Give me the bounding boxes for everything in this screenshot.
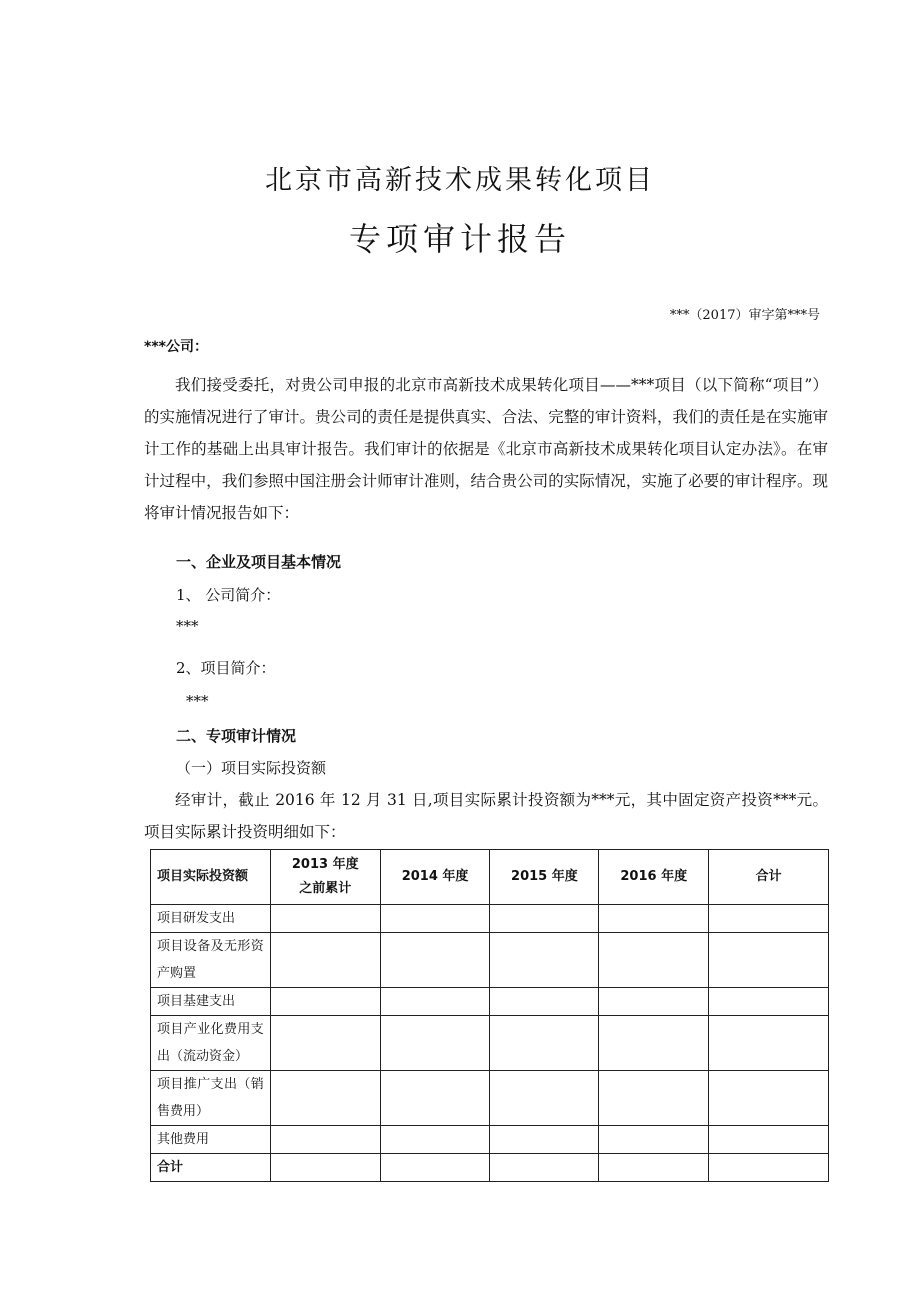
- table-header-row: [151, 850, 829, 905]
- header-2013-line2: 之前累计: [299, 881, 352, 896]
- header-2016: 2016 年度: [599, 850, 709, 905]
- table-cell: [380, 1126, 490, 1154]
- table-cell: [380, 1016, 490, 1071]
- table-cell: [270, 1126, 380, 1154]
- section1-heading: 一、企业及项目基本情况: [176, 553, 342, 571]
- row-label: 项目推广支出（销售费用）: [151, 1071, 271, 1126]
- table-row: [151, 1154, 829, 1182]
- report-title-line2: 专项审计报告: [348, 220, 571, 258]
- table-cell: [270, 1071, 380, 1126]
- table-cell: [709, 933, 829, 988]
- table-cell: [709, 1126, 829, 1154]
- table-cell: [490, 988, 599, 1016]
- table-cell: [380, 905, 490, 933]
- row-label: 项目研发支出: [151, 905, 271, 933]
- row-label-total: 合计: [151, 1154, 271, 1182]
- table-cell: [490, 933, 599, 988]
- row-label: 项目设备及无形资产购置: [151, 933, 271, 988]
- report-title-line1: 北京市高新技术成果转化项目: [265, 165, 655, 196]
- table-cell: [270, 933, 380, 988]
- investment-paragraph: 经审计，截止 2016 年 12 月 31 日,项目实际累计投资额为***元，其中固定资产投资***元。项目实际累计投资明细如下：: [144, 791, 828, 841]
- table-cell: [270, 1154, 380, 1182]
- table-cell: [599, 933, 709, 988]
- table-row: [151, 1071, 829, 1126]
- header-2014: 2014 年度: [380, 850, 490, 905]
- reference-number: ***（2017）审字第***号: [669, 308, 820, 323]
- table-cell: [490, 905, 599, 933]
- table-row: [151, 905, 829, 933]
- table-cell: [709, 905, 829, 933]
- header-2015: 2015 年度: [490, 850, 599, 905]
- table-cell: [599, 1016, 709, 1071]
- investment-table: [150, 849, 829, 1182]
- table-cell: [380, 1154, 490, 1182]
- table-row: [151, 988, 829, 1016]
- header-item: 项目实际投资额: [151, 850, 271, 905]
- table-cell: [270, 905, 380, 933]
- header-2013-line1: 2013 年度: [291, 857, 359, 872]
- table-cell: [270, 1016, 380, 1071]
- row-label: 项目产业化费用支出（流动资金）: [151, 1016, 271, 1071]
- project-intro-value: ***: [186, 692, 209, 710]
- project-intro-label: 2、项目简介：: [176, 659, 276, 677]
- table-cell: [599, 1154, 709, 1182]
- table-cell: [709, 1016, 829, 1071]
- row-label: 项目基建支出: [151, 988, 271, 1016]
- header-2013-cumulative: [270, 850, 380, 905]
- table-cell: [380, 988, 490, 1016]
- company-intro-label: 1、 公司简介：: [176, 586, 281, 604]
- table-cell: [709, 1154, 829, 1182]
- table-cell: [380, 1071, 490, 1126]
- table-cell: [599, 905, 709, 933]
- table-cell: [490, 1071, 599, 1126]
- table-cell: [490, 1154, 599, 1182]
- table-row: [151, 1126, 829, 1154]
- table-row: [151, 1016, 829, 1071]
- table-cell: [599, 1071, 709, 1126]
- table-cell: [709, 988, 829, 1016]
- table-cell: [380, 933, 490, 988]
- table-cell: [599, 988, 709, 1016]
- row-label: 其他费用: [151, 1126, 271, 1154]
- table-cell: [599, 1126, 709, 1154]
- table-cell: [490, 1016, 599, 1071]
- subsection1-heading: （一）项目实际投资额: [176, 759, 327, 777]
- intro-paragraph: 我们接受委托，对贵公司申报的北京市高新技术成果转化项目——***项目（以下简称“项目”）的实施情况进行了审计。贵公司的责任是提供真实、合法、完整的审计资料，我们的责任是在实施审计工作的基础上出具审计报告。我们审计的依据是《北京市高新技术成果转化项目认定办法》。在审计过程中，我们参照中国注册会计师审计准则，结合贵公司的实际情况，实施了必要的审计程序。现将审计情况报告如下：: [144, 376, 828, 522]
- header-total: 合计: [709, 850, 829, 905]
- table-cell: [270, 988, 380, 1016]
- company-intro-value: ***: [176, 617, 199, 635]
- table-cell: [490, 1126, 599, 1154]
- table-cell: [709, 1071, 829, 1126]
- section2-heading: 二、专项审计情况: [176, 727, 297, 745]
- table-row: [151, 933, 829, 988]
- addressee: ***公司：: [144, 339, 208, 355]
